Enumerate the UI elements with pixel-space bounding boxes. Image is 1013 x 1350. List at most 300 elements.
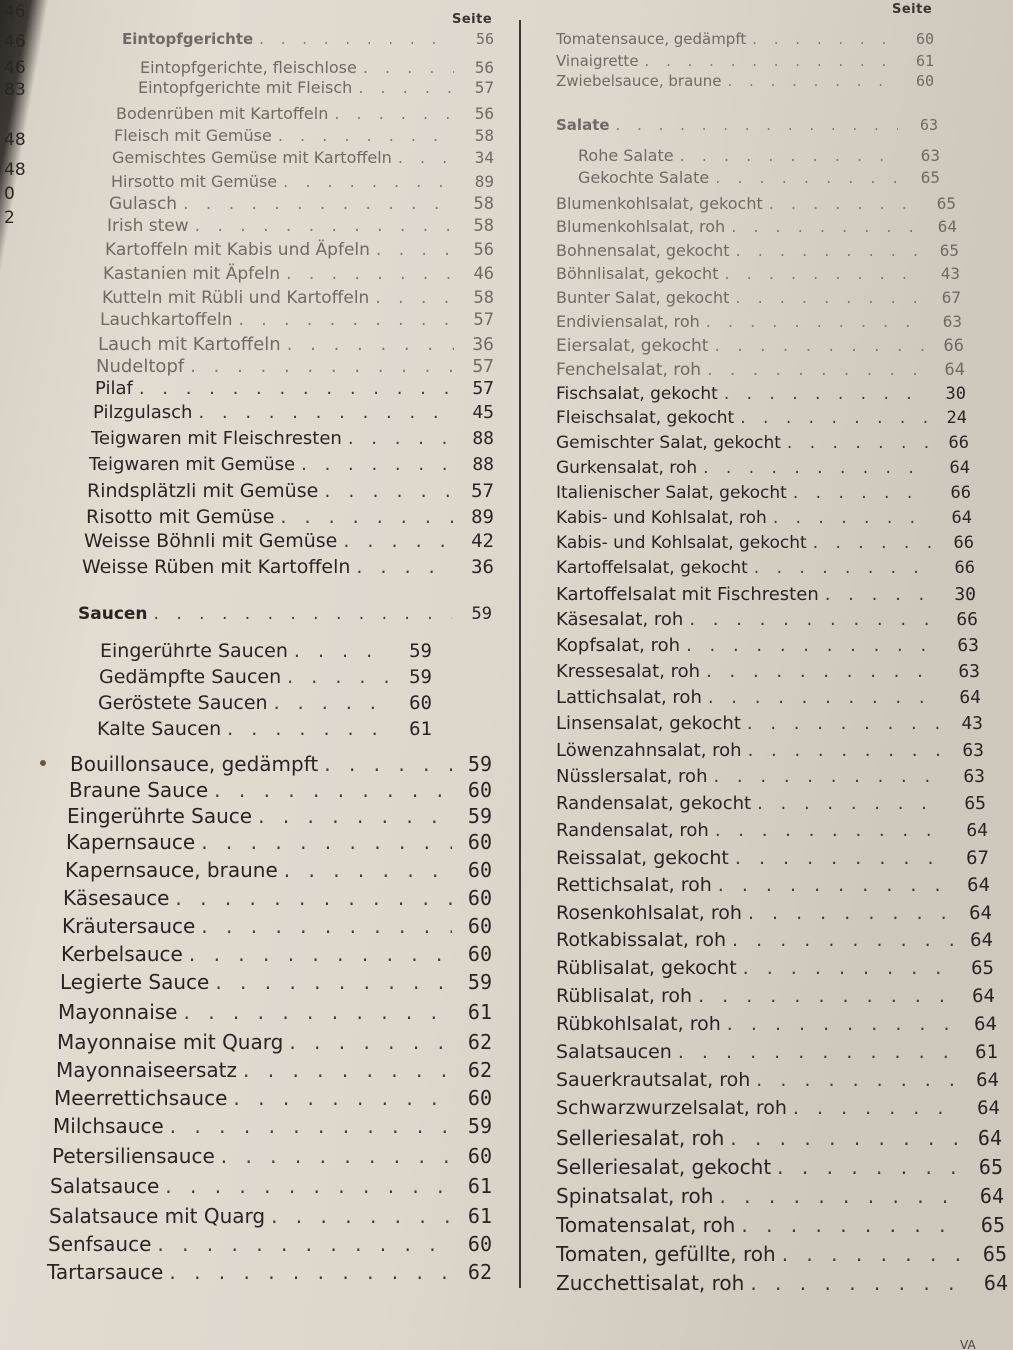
entry-label: Legierte Sauce (60, 970, 210, 994)
index-entry (556, 635, 979, 656)
entry-label: Vinaigrette (556, 52, 639, 70)
leader-dots (398, 148, 454, 167)
entry-label: Bouillonsauce, gedämpft (70, 752, 319, 776)
index-entry (556, 217, 957, 236)
index-subentry (97, 718, 432, 740)
leader-dots (190, 356, 454, 377)
entry-label: Selleriesalat, gekocht (556, 1154, 772, 1179)
leader-dots (748, 902, 952, 924)
page-number: 60 (467, 914, 492, 938)
leader-dots (286, 264, 454, 284)
leader-dots (703, 458, 930, 478)
page-number: 61 (975, 1040, 998, 1063)
leader-dots (706, 661, 940, 682)
section-heading (122, 30, 494, 48)
index-entry (556, 1271, 1008, 1295)
index-entry (56, 1058, 492, 1082)
leader-dots (715, 820, 948, 841)
page-number: 63 (962, 739, 984, 761)
index-entry (48, 1232, 492, 1256)
page-number: 64 (977, 1097, 1000, 1120)
page-number: 62 (467, 1058, 492, 1082)
page-number: 61 (467, 1000, 492, 1024)
entry-label: Senfsauce (48, 1232, 152, 1256)
entry-label: Nudeltopf (96, 356, 185, 377)
page-number: 30 (954, 583, 976, 605)
entry-label: Kapernsauce (66, 830, 196, 854)
entry-label: Gulasch (109, 194, 178, 214)
entry-label: Salate (556, 116, 610, 134)
entry-label: Pilzgulasch (93, 402, 193, 423)
entry-label: Salatsaucen (556, 1040, 672, 1063)
entry-label: Gemischtes Gemüse mit Kartoffeln (112, 148, 392, 167)
index-entry (556, 929, 993, 951)
entry-label: Eintopfgerichte, fleischlose (140, 58, 357, 77)
entry-label: Böhnlisalat, gekocht (556, 264, 719, 284)
leader-dots (348, 428, 454, 449)
leader-dots (289, 1030, 452, 1054)
leader-dots (189, 942, 452, 966)
leader-dots (278, 126, 454, 145)
entry-label: Rindsplätzli mit Gemüse (87, 480, 319, 502)
leader-dots (287, 334, 454, 355)
page-number: 60 (467, 858, 492, 882)
entry-label: Kartoffelsalat, gekocht (556, 558, 748, 579)
page-number: 60 (467, 778, 492, 802)
page-number: 64 (976, 1069, 999, 1091)
leader-dots (324, 480, 454, 502)
page-number: 64 (983, 1271, 1008, 1296)
prev-page-number: 46 (4, 2, 26, 22)
leader-dots (714, 336, 924, 356)
page-number: 63 (919, 116, 938, 134)
index-entry (556, 433, 969, 453)
index-entry (556, 820, 988, 841)
column-divider (519, 20, 521, 1288)
index-entry (89, 454, 494, 475)
entry-label: Petersiliensauce (52, 1144, 215, 1168)
page-number: 59 (467, 804, 492, 828)
leader-dots (616, 116, 898, 134)
index-entry (556, 1041, 998, 1063)
page-number: 63 (920, 146, 940, 165)
entry-label: Salatsauce mit Quarg (49, 1204, 266, 1228)
leader-dots (752, 30, 894, 48)
page-number: 60 (915, 72, 934, 90)
page-number: 88 (472, 428, 494, 449)
entry-label: Meerrettichsauce (54, 1086, 228, 1110)
index-entry (54, 1086, 492, 1110)
index-entry (98, 334, 494, 355)
leader-dots (713, 766, 945, 787)
entry-label: Blumenkohlsalat, roh (556, 217, 726, 237)
leader-dots (715, 168, 900, 187)
index-entry (556, 902, 992, 924)
prev-page-number: 48 (4, 160, 26, 180)
index-entry (556, 1097, 1000, 1119)
index-subentry (98, 692, 432, 714)
leader-dots (782, 1242, 967, 1266)
index-entry (556, 312, 962, 331)
leader-dots (376, 240, 454, 260)
page-number: 57 (471, 480, 494, 502)
page-number: 62 (467, 1260, 492, 1284)
entry-label: Gemischter Salat, gekocht (556, 432, 781, 453)
leader-dots (358, 78, 454, 97)
entry-label: Tomatensalat, roh (556, 1212, 736, 1237)
index-entry (556, 384, 966, 404)
leader-dots (732, 929, 953, 951)
index-column-right (540, 0, 1010, 1350)
entry-label: Eiersalat, gekocht (556, 335, 709, 356)
index-entry (102, 288, 494, 308)
leader-dots (259, 30, 454, 48)
leader-dots (233, 1086, 452, 1110)
entry-label: Randensalat, gekocht (556, 793, 752, 815)
page-number: 63 (958, 661, 980, 683)
entry-label: Geröstete Saucen (98, 692, 268, 714)
leader-dots (195, 216, 454, 236)
index-entry (556, 1242, 1007, 1266)
entry-label: Sauerkrautsalat, roh (556, 1069, 751, 1091)
page-bottom-mark: VA (960, 1338, 976, 1350)
index-entry (87, 480, 494, 502)
page-number: 64 (944, 359, 965, 380)
prev-page-number: 2 (4, 208, 15, 228)
index-entry (556, 194, 956, 213)
entry-label: Kutteln mit Rübli und Kartoffeln (102, 288, 370, 308)
entry-label: Gedämpfte Saucen (99, 666, 282, 688)
page-number: 64 (949, 457, 970, 478)
leader-dots (214, 778, 452, 802)
index-entry (109, 194, 494, 214)
leader-dots (724, 384, 926, 404)
page-number: 65 (939, 240, 959, 260)
index-entry (82, 556, 494, 578)
page-number: 59 (467, 752, 492, 776)
entry-label: Teigwaren mit Fleischresten (91, 428, 342, 449)
index-entry (556, 360, 965, 380)
leader-dots (793, 1097, 960, 1119)
entry-label: Löwenzahnsalat, roh (556, 739, 742, 761)
leader-dots (727, 1013, 957, 1035)
page-number: 59 (409, 640, 432, 662)
entry-label: Tomaten, gefüllte, roh (556, 1241, 776, 1266)
leader-dots (334, 104, 454, 123)
entry-label: Rüblisalat, gekocht (556, 956, 737, 979)
index-entry (62, 914, 492, 938)
leader-dots (343, 530, 454, 552)
entry-label: Rotkabissalat, roh (556, 929, 727, 952)
leader-dots (757, 793, 946, 814)
index-entry (86, 506, 494, 528)
leader-dots (777, 1155, 963, 1179)
index-entry (556, 483, 971, 503)
entry-label: Selleriesalat, roh (556, 1126, 725, 1150)
page-number: 64 (969, 901, 992, 924)
entry-label: Kalte Saucen (97, 718, 222, 740)
index-entry (57, 1030, 492, 1054)
page-number: 60 (915, 30, 934, 48)
page-number: 65 (964, 793, 986, 815)
leader-dots (645, 52, 894, 70)
prev-page-number: 0 (4, 184, 15, 204)
index-entry (112, 148, 494, 167)
index-entry (556, 1126, 1002, 1150)
leader-dots (747, 713, 943, 734)
index-entry (103, 264, 494, 284)
page-number: 59 (467, 1114, 492, 1138)
entry-label: Hirsotto mit Gemüse (111, 172, 278, 191)
entry-label: Bunter Salat, gekocht (556, 287, 730, 307)
index-entry (61, 942, 492, 966)
entry-label: Endiviensalat, roh (556, 311, 700, 331)
page-number: 65 (982, 1241, 1007, 1266)
leader-dots (689, 609, 938, 630)
entry-label: Schwarzwurzelsalat, roh (556, 1097, 787, 1120)
entry-label: Eintopfgerichte mit Fleisch (138, 78, 353, 97)
leader-dots (773, 508, 932, 528)
prev-page-number: 83 (4, 80, 26, 100)
leader-dots (718, 874, 950, 896)
leader-dots (698, 985, 955, 1007)
index-entry (556, 533, 974, 553)
leader-dots (708, 687, 941, 708)
entry-label: Lattichsalat, roh (556, 687, 702, 709)
leader-dots (170, 1114, 452, 1138)
index-entry (556, 336, 964, 356)
leader-dots (157, 1232, 452, 1256)
index-entry (556, 584, 976, 605)
leader-dots (198, 402, 454, 423)
entry-label: Kerbelsauce (61, 942, 183, 966)
page-number: 60 (467, 942, 492, 966)
leader-dots (375, 288, 454, 308)
index-entry (65, 858, 492, 882)
page-number: 64 (959, 687, 981, 709)
index-entry (556, 264, 960, 283)
index-entry (107, 216, 494, 236)
index-subentry (578, 146, 940, 165)
page-number: 60 (467, 1232, 492, 1256)
entry-label: Reissalat, gekocht (556, 847, 729, 870)
entry-label: Kartoffeln mit Kabis und Äpfeln (105, 240, 370, 260)
leader-dots (769, 194, 916, 213)
leader-dots (743, 957, 954, 979)
page-number: 63 (963, 766, 985, 788)
index-entry (556, 1069, 999, 1091)
prev-page-number: 46 (4, 58, 26, 78)
index-entry (58, 1000, 492, 1024)
leader-dots (731, 217, 917, 236)
leader-dots (165, 1174, 452, 1198)
index-entry (556, 713, 983, 734)
prev-page-number: 46 (4, 32, 26, 52)
entry-label: Fischsalat, gekocht (556, 383, 718, 404)
index-entry (52, 1144, 492, 1168)
entry-label: Lauch mit Kartoffeln (98, 334, 281, 355)
leader-dots (748, 740, 944, 761)
page-number: 59 (467, 970, 492, 994)
leader-dots (730, 1126, 962, 1150)
index-entry (556, 72, 934, 90)
page-number: 63 (942, 311, 962, 331)
index-entry (116, 104, 494, 123)
entry-label: Käsesauce (63, 886, 170, 910)
leader-dots (201, 914, 452, 938)
index-entry (556, 661, 980, 682)
entry-label: Kabis- und Kohlsalat, roh (556, 507, 767, 528)
leader-dots (183, 194, 454, 214)
page-number: 57 (474, 78, 494, 97)
index-entry (47, 1260, 492, 1284)
entry-label: Eingerührte Saucen (100, 640, 288, 662)
page-number: 65 (920, 168, 940, 187)
leader-dots (301, 454, 454, 475)
page-number: 64 (937, 217, 957, 237)
page-number: 56 (475, 30, 494, 48)
index-entry (49, 1204, 492, 1228)
leader-dots (280, 506, 454, 528)
entry-label: Rüblisalat, roh (556, 984, 693, 1007)
entry-label: Käsesalat, roh (556, 609, 684, 631)
entry-label: Tomatensauce, gedämpft (556, 30, 747, 48)
index-entry (100, 310, 494, 330)
page-number: 64 (970, 929, 993, 952)
entry-label: Risotto mit Gemüse (86, 506, 275, 528)
page-number: 60 (467, 1144, 492, 1168)
index-entry (91, 428, 494, 449)
leader-dots (215, 970, 452, 994)
page-number: 61 (467, 1204, 492, 1228)
page-number: 65 (980, 1212, 1005, 1237)
index-entry (556, 30, 934, 48)
leader-dots (678, 1041, 958, 1063)
page-number: 36 (471, 556, 494, 578)
leader-dots (154, 604, 452, 624)
entry-label: Fleisch mit Gemüse (114, 126, 272, 145)
leader-dots (271, 1204, 452, 1228)
index-subentry (140, 58, 494, 77)
index-entry (114, 126, 494, 145)
page-number: 65 (971, 956, 994, 979)
page-number: 64 (967, 874, 990, 897)
index-entry (105, 240, 494, 260)
leader-dots (356, 556, 454, 578)
leader-dots (735, 847, 949, 869)
index-entry (556, 740, 984, 761)
index-entry (69, 778, 492, 802)
index-entry (96, 356, 494, 377)
index-entry (556, 609, 978, 630)
page-number: 59 (471, 604, 492, 624)
page-number: 56 (474, 58, 494, 77)
page-number: 66 (948, 432, 969, 453)
leader-dots (139, 378, 454, 399)
page-number: 66 (950, 482, 971, 503)
entry-label: Mayonnaise mit Quarg (57, 1030, 284, 1054)
page-number: 56 (473, 240, 494, 260)
leader-dots (169, 1260, 452, 1284)
index-entry (66, 830, 492, 854)
entry-label: Pilaf (95, 378, 133, 399)
index-entry (556, 687, 981, 708)
index-entry (556, 408, 967, 428)
entry-label: Kabis- und Kohlsalat, gekocht (556, 532, 807, 553)
index-subentry (99, 666, 432, 688)
index-entry (50, 1174, 492, 1198)
entry-label: Kressesalat, roh (556, 661, 701, 683)
entry-label: Saucen (78, 604, 148, 624)
leader-dots (793, 483, 931, 503)
leader-dots (707, 360, 925, 380)
page-number: 64 (966, 820, 988, 842)
page-number: 64 (979, 1183, 1004, 1208)
prev-page-number: 48 (4, 130, 26, 150)
leader-dots (294, 640, 392, 662)
column-header-seite: Seite (892, 2, 933, 17)
leader-dots (175, 886, 452, 910)
page-number: 58 (474, 126, 494, 145)
page-number: 60 (467, 886, 492, 910)
page-number: 45 (472, 402, 494, 423)
page-number: 59 (409, 666, 432, 688)
leader-dots (227, 718, 392, 740)
section-heading (556, 116, 938, 134)
page-number: 61 (915, 52, 934, 70)
entry-label: Irish stew (107, 216, 189, 236)
page-number: 65 (936, 194, 956, 213)
page-number: 64 (974, 1012, 997, 1035)
leader-dots (283, 172, 454, 191)
page-number: 34 (474, 148, 494, 167)
leader-dots (754, 558, 935, 578)
entry-label: Teigwaren mit Gemüse (89, 454, 296, 475)
leader-dots (258, 804, 452, 828)
entry-label: Nüsslersalat, roh (556, 766, 708, 788)
index-entry (556, 1155, 1003, 1179)
entry-label: Gurkensalat, roh (556, 457, 698, 478)
entry-label: Fenchelsalat, roh (556, 359, 702, 380)
index-subentry (578, 168, 940, 187)
leader-dots (787, 433, 929, 453)
entry-label: Kräutersauce (62, 914, 196, 938)
leader-dots (201, 830, 452, 854)
previous-page-edge (0, 0, 34, 260)
index-entry (556, 874, 990, 896)
entry-label: Rosenkohlsalat, roh (556, 901, 742, 924)
leader-dots (284, 858, 452, 882)
page-number: 65 (978, 1154, 1003, 1179)
index-entry (63, 886, 492, 910)
leader-dots (740, 408, 927, 428)
leader-dots (825, 584, 936, 605)
leader-dots (221, 1144, 452, 1168)
index-entry (556, 52, 934, 70)
page-number: 66 (953, 532, 974, 553)
index-entry (93, 402, 494, 423)
index-entry (60, 970, 492, 994)
entry-label: Braune Sauce (69, 778, 209, 802)
leader-dots (686, 635, 939, 656)
entry-label: Rübkohlsalat, roh (556, 1012, 721, 1035)
page-number: 58 (473, 216, 494, 236)
entry-label: Zucchettisalat, roh (556, 1271, 745, 1296)
page-number: 57 (472, 356, 494, 377)
page-number: 60 (467, 830, 492, 854)
page-number: 66 (943, 335, 964, 356)
index-entry (556, 288, 961, 307)
